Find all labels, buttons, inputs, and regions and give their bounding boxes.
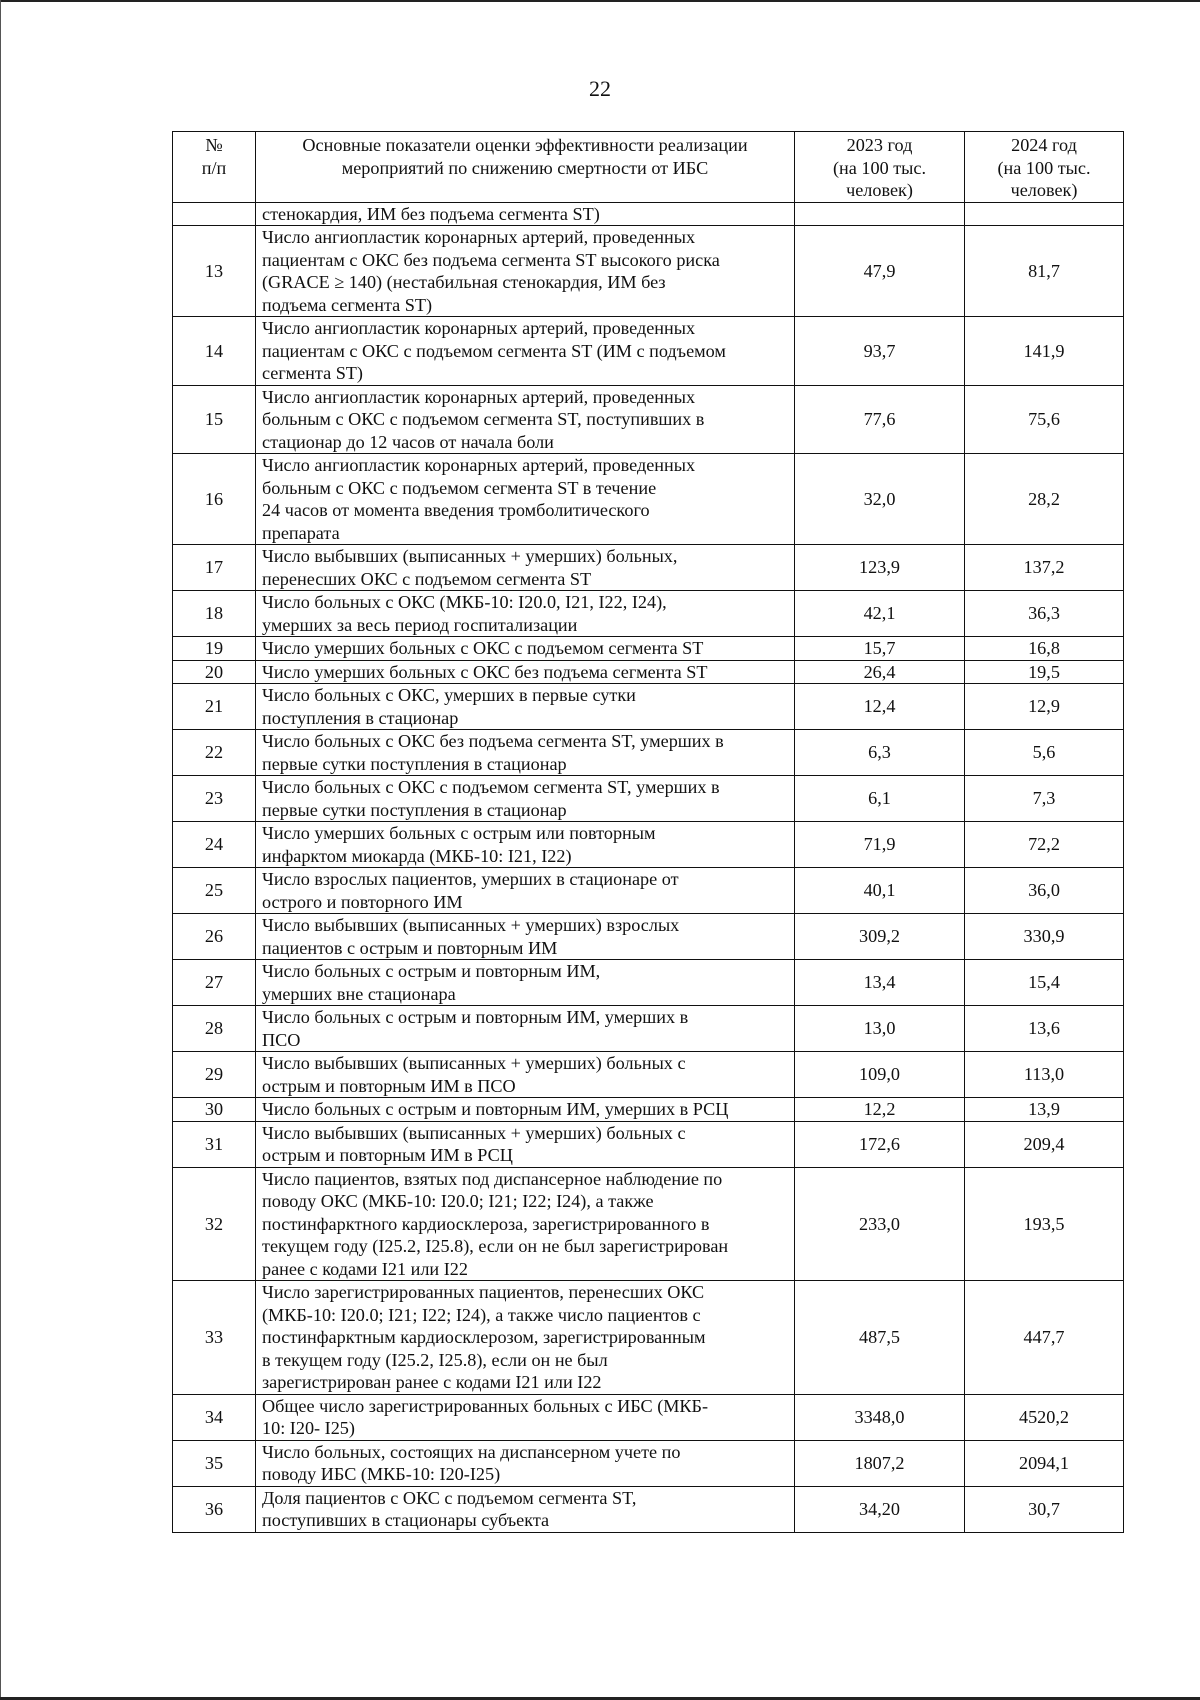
row-indicator: Число больных, состоящих на диспансерном учете по поводу ИБС (МКБ-10: I20-I25) <box>256 1440 795 1486</box>
row-indicator: Число ангиопластик коронарных артерий, проведенных пациентам с ОКС с подъемом сегмента ST (ИМ с подъемом сегмента ST) <box>256 317 795 386</box>
row-2023-value: 233,0 <box>795 1167 965 1281</box>
table-row <box>173 1281 1124 1395</box>
row-indicator: Число ангиопластик коронарных артерий, проведенных пациентам с ОКС без подъема сегмента ST высокого риска (GRACE ≥ 140) (нестабильная стенокардия, ИМ без подъема сегмента ST) <box>256 226 795 317</box>
table-row <box>173 730 1124 776</box>
row-2023-value: 34,20 <box>795 1486 965 1532</box>
row-2024-value: 15,4 <box>965 960 1124 1006</box>
row-2023-value: 12,4 <box>795 684 965 730</box>
row-2023-value: 6,3 <box>795 730 965 776</box>
table-row <box>173 1052 1124 1098</box>
row-2024-value: 13,6 <box>965 1006 1124 1052</box>
row-2023-value: 32,0 <box>795 454 965 545</box>
header-2024: 2024 год (на 100 тыс. человек) <box>965 132 1124 203</box>
row-2023-value: 40,1 <box>795 868 965 914</box>
row-2024-value: 141,9 <box>965 317 1124 386</box>
row-indicator: Число пациентов, взятых под диспансерное наблюдение по поводу ОКС (МКБ-10: I20.0; I21; I22; I24), а также постинфарктного кардиосклероза, зарегистрированного в текущем году (I25.2, I25.8), если он не был зарегистрирован ранее с кодами I21 или I22 <box>256 1167 795 1281</box>
row-2023-value: 26,4 <box>795 660 965 684</box>
row-2024-value: 7,3 <box>965 776 1124 822</box>
row-2023-value: 47,9 <box>795 226 965 317</box>
row-num: 32 <box>173 1167 256 1281</box>
row-2024-value: 2094,1 <box>965 1440 1124 1486</box>
row-2024-value: 209,4 <box>965 1121 1124 1167</box>
row-indicator: Число больных с ОКС (МКБ-10: I20.0, I21, I22, I24), умерших за весь период госпитализации <box>256 591 795 637</box>
row-num: 23 <box>173 776 256 822</box>
row-num: 15 <box>173 385 256 454</box>
row-num: 31 <box>173 1121 256 1167</box>
row-2023-value: 77,6 <box>795 385 965 454</box>
table-row-continuation <box>173 202 1124 226</box>
table-row <box>173 454 1124 545</box>
row-indicator: Число больных с ОКС, умерших в первые сутки поступления в стационар <box>256 684 795 730</box>
row-num: 20 <box>173 660 256 684</box>
table-row <box>173 684 1124 730</box>
table-row <box>173 637 1124 661</box>
row-2024-value: 75,6 <box>965 385 1124 454</box>
table-row <box>173 1486 1124 1532</box>
table-row <box>173 1167 1124 1281</box>
row-indicator: Число умерших больных с острым или повторным инфарктом миокарда (МКБ-10: I21, I22) <box>256 822 795 868</box>
row-indicator: Число выбывших (выписанных + умерших) больных с острым и повторным ИМ в РСЦ <box>256 1121 795 1167</box>
row-indicator: Число ангиопластик коронарных артерий, проведенных больным с ОКС с подъемом сегмента ST, поступивших в стационар до 12 часов от начала боли <box>256 385 795 454</box>
row-indicator: Число выбывших (выписанных + умерших) взрослых пациентов с острым и повторным ИМ <box>256 914 795 960</box>
row-indicator: Число больных с острым и повторным ИМ, умерших в ПСО <box>256 1006 795 1052</box>
row-2023-value: 487,5 <box>795 1281 965 1395</box>
row-num: 30 <box>173 1098 256 1122</box>
row-2023-value: 172,6 <box>795 1121 965 1167</box>
row-2023-value <box>795 202 965 226</box>
row-2024-value: 4520,2 <box>965 1394 1124 1440</box>
row-num: 35 <box>173 1440 256 1486</box>
row-indicator: Число умерших больных с ОКС без подъема сегмента ST <box>256 660 795 684</box>
row-indicator: Число выбывших (выписанных + умерших) больных с острым и повторным ИМ в ПСО <box>256 1052 795 1098</box>
row-2024-value: 16,8 <box>965 637 1124 661</box>
table-row <box>173 385 1124 454</box>
table-row <box>173 960 1124 1006</box>
row-2024-value: 72,2 <box>965 822 1124 868</box>
table-row <box>173 1006 1124 1052</box>
row-2024-value: 36,3 <box>965 591 1124 637</box>
header-indicator: Основные показатели оценки эффективности реализации мероприятий по снижению смертности от ИБС <box>256 132 795 203</box>
row-2024-value: 36,0 <box>965 868 1124 914</box>
row-indicator: Доля пациентов с ОКС с подъемом сегмента ST, поступивших в стационары субъекта <box>256 1486 795 1532</box>
row-2023-value: 93,7 <box>795 317 965 386</box>
row-2024-value: 30,7 <box>965 1486 1124 1532</box>
table-row <box>173 226 1124 317</box>
row-2023-value: 1807,2 <box>795 1440 965 1486</box>
row-2023-value: 15,7 <box>795 637 965 661</box>
row-num: 34 <box>173 1394 256 1440</box>
table-row <box>173 822 1124 868</box>
row-indicator: Число больных с ОКС без подъема сегмента ST, умерших в первые сутки поступления в стационар <box>256 730 795 776</box>
row-2024-value: 81,7 <box>965 226 1124 317</box>
row-2024-value: 193,5 <box>965 1167 1124 1281</box>
table-row <box>173 776 1124 822</box>
row-2024-value: 447,7 <box>965 1281 1124 1395</box>
header-2023: 2023 год (на 100 тыс. человек) <box>795 132 965 203</box>
row-indicator: Число больных с острым и повторным ИМ, умерших вне стационара <box>256 960 795 1006</box>
row-2023-value: 6,1 <box>795 776 965 822</box>
scan-border-left <box>0 0 1 1700</box>
row-2023-value: 123,9 <box>795 545 965 591</box>
table-row <box>173 868 1124 914</box>
table-row <box>173 1394 1124 1440</box>
scan-border-top <box>0 0 1200 2</box>
row-2024-value: 113,0 <box>965 1052 1124 1098</box>
table-row <box>173 660 1124 684</box>
row-num <box>173 202 256 226</box>
row-num: 25 <box>173 868 256 914</box>
row-num: 36 <box>173 1486 256 1532</box>
row-num: 22 <box>173 730 256 776</box>
table-row <box>173 914 1124 960</box>
row-indicator: Число выбывших (выписанных + умерших) больных, перенесших ОКС с подъемом сегмента ST <box>256 545 795 591</box>
row-2023-value: 13,0 <box>795 1006 965 1052</box>
row-indicator: Число зарегистрированных пациентов, перенесших ОКС (МКБ-10: I20.0; I21; I22; I24), а также число пациентов с постинфарктным кардиосклерозом, зарегистрированным в текущем году (I25.2, I25.8), если он не был зарегистрирован ранее с кодами I21 или I22 <box>256 1281 795 1395</box>
row-2024-value: 13,9 <box>965 1098 1124 1122</box>
row-2023-value: 42,1 <box>795 591 965 637</box>
row-2024-value: 28,2 <box>965 454 1124 545</box>
row-num: 26 <box>173 914 256 960</box>
row-2023-value: 109,0 <box>795 1052 965 1098</box>
row-num: 29 <box>173 1052 256 1098</box>
table-row <box>173 317 1124 386</box>
row-2024-value: 5,6 <box>965 730 1124 776</box>
row-num: 24 <box>173 822 256 868</box>
row-indicator: стенокардия, ИМ без подъема сегмента ST) <box>256 202 795 226</box>
page-number: 22 <box>589 76 611 101</box>
header-num: № п/п <box>173 132 256 203</box>
row-num: 18 <box>173 591 256 637</box>
row-indicator: Число ангиопластик коронарных артерий, проведенных больным с ОКС с подъемом сегмента ST в течение 24 часов от момента введения тромболитического препарата <box>256 454 795 545</box>
row-2023-value: 309,2 <box>795 914 965 960</box>
row-indicator: Число умерших больных с ОКС с подъемом сегмента ST <box>256 637 795 661</box>
row-indicator: Число больных с острым и повторным ИМ, умерших в РСЦ <box>256 1098 795 1122</box>
table-row <box>173 545 1124 591</box>
row-num: 19 <box>173 637 256 661</box>
row-2024-value: 330,9 <box>965 914 1124 960</box>
row-num: 33 <box>173 1281 256 1395</box>
row-2024-value: 12,9 <box>965 684 1124 730</box>
row-2023-value: 13,4 <box>795 960 965 1006</box>
row-num: 21 <box>173 684 256 730</box>
row-2024-value: 19,5 <box>965 660 1124 684</box>
row-2023-value: 3348,0 <box>795 1394 965 1440</box>
row-2023-value: 12,2 <box>795 1098 965 1122</box>
table-header-row <box>173 132 1124 203</box>
row-num: 17 <box>173 545 256 591</box>
table-row <box>173 1440 1124 1486</box>
row-indicator: Число взрослых пациентов, умерших в стационаре от острого и повторного ИМ <box>256 868 795 914</box>
row-num: 28 <box>173 1006 256 1052</box>
row-indicator: Число больных с ОКС с подъемом сегмента ST, умерших в первые сутки поступления в стационар <box>256 776 795 822</box>
table-row <box>173 591 1124 637</box>
row-num: 13 <box>173 226 256 317</box>
row-2024-value <box>965 202 1124 226</box>
table-row <box>173 1121 1124 1167</box>
table-row <box>173 1098 1124 1122</box>
row-num: 27 <box>173 960 256 1006</box>
row-num: 16 <box>173 454 256 545</box>
row-2024-value: 137,2 <box>965 545 1124 591</box>
row-num: 14 <box>173 317 256 386</box>
row-2023-value: 71,9 <box>795 822 965 868</box>
indicators-table <box>172 131 1124 1533</box>
row-indicator: Общее число зарегистрированных больных с ИБС (МКБ- 10: I20- I25) <box>256 1394 795 1440</box>
